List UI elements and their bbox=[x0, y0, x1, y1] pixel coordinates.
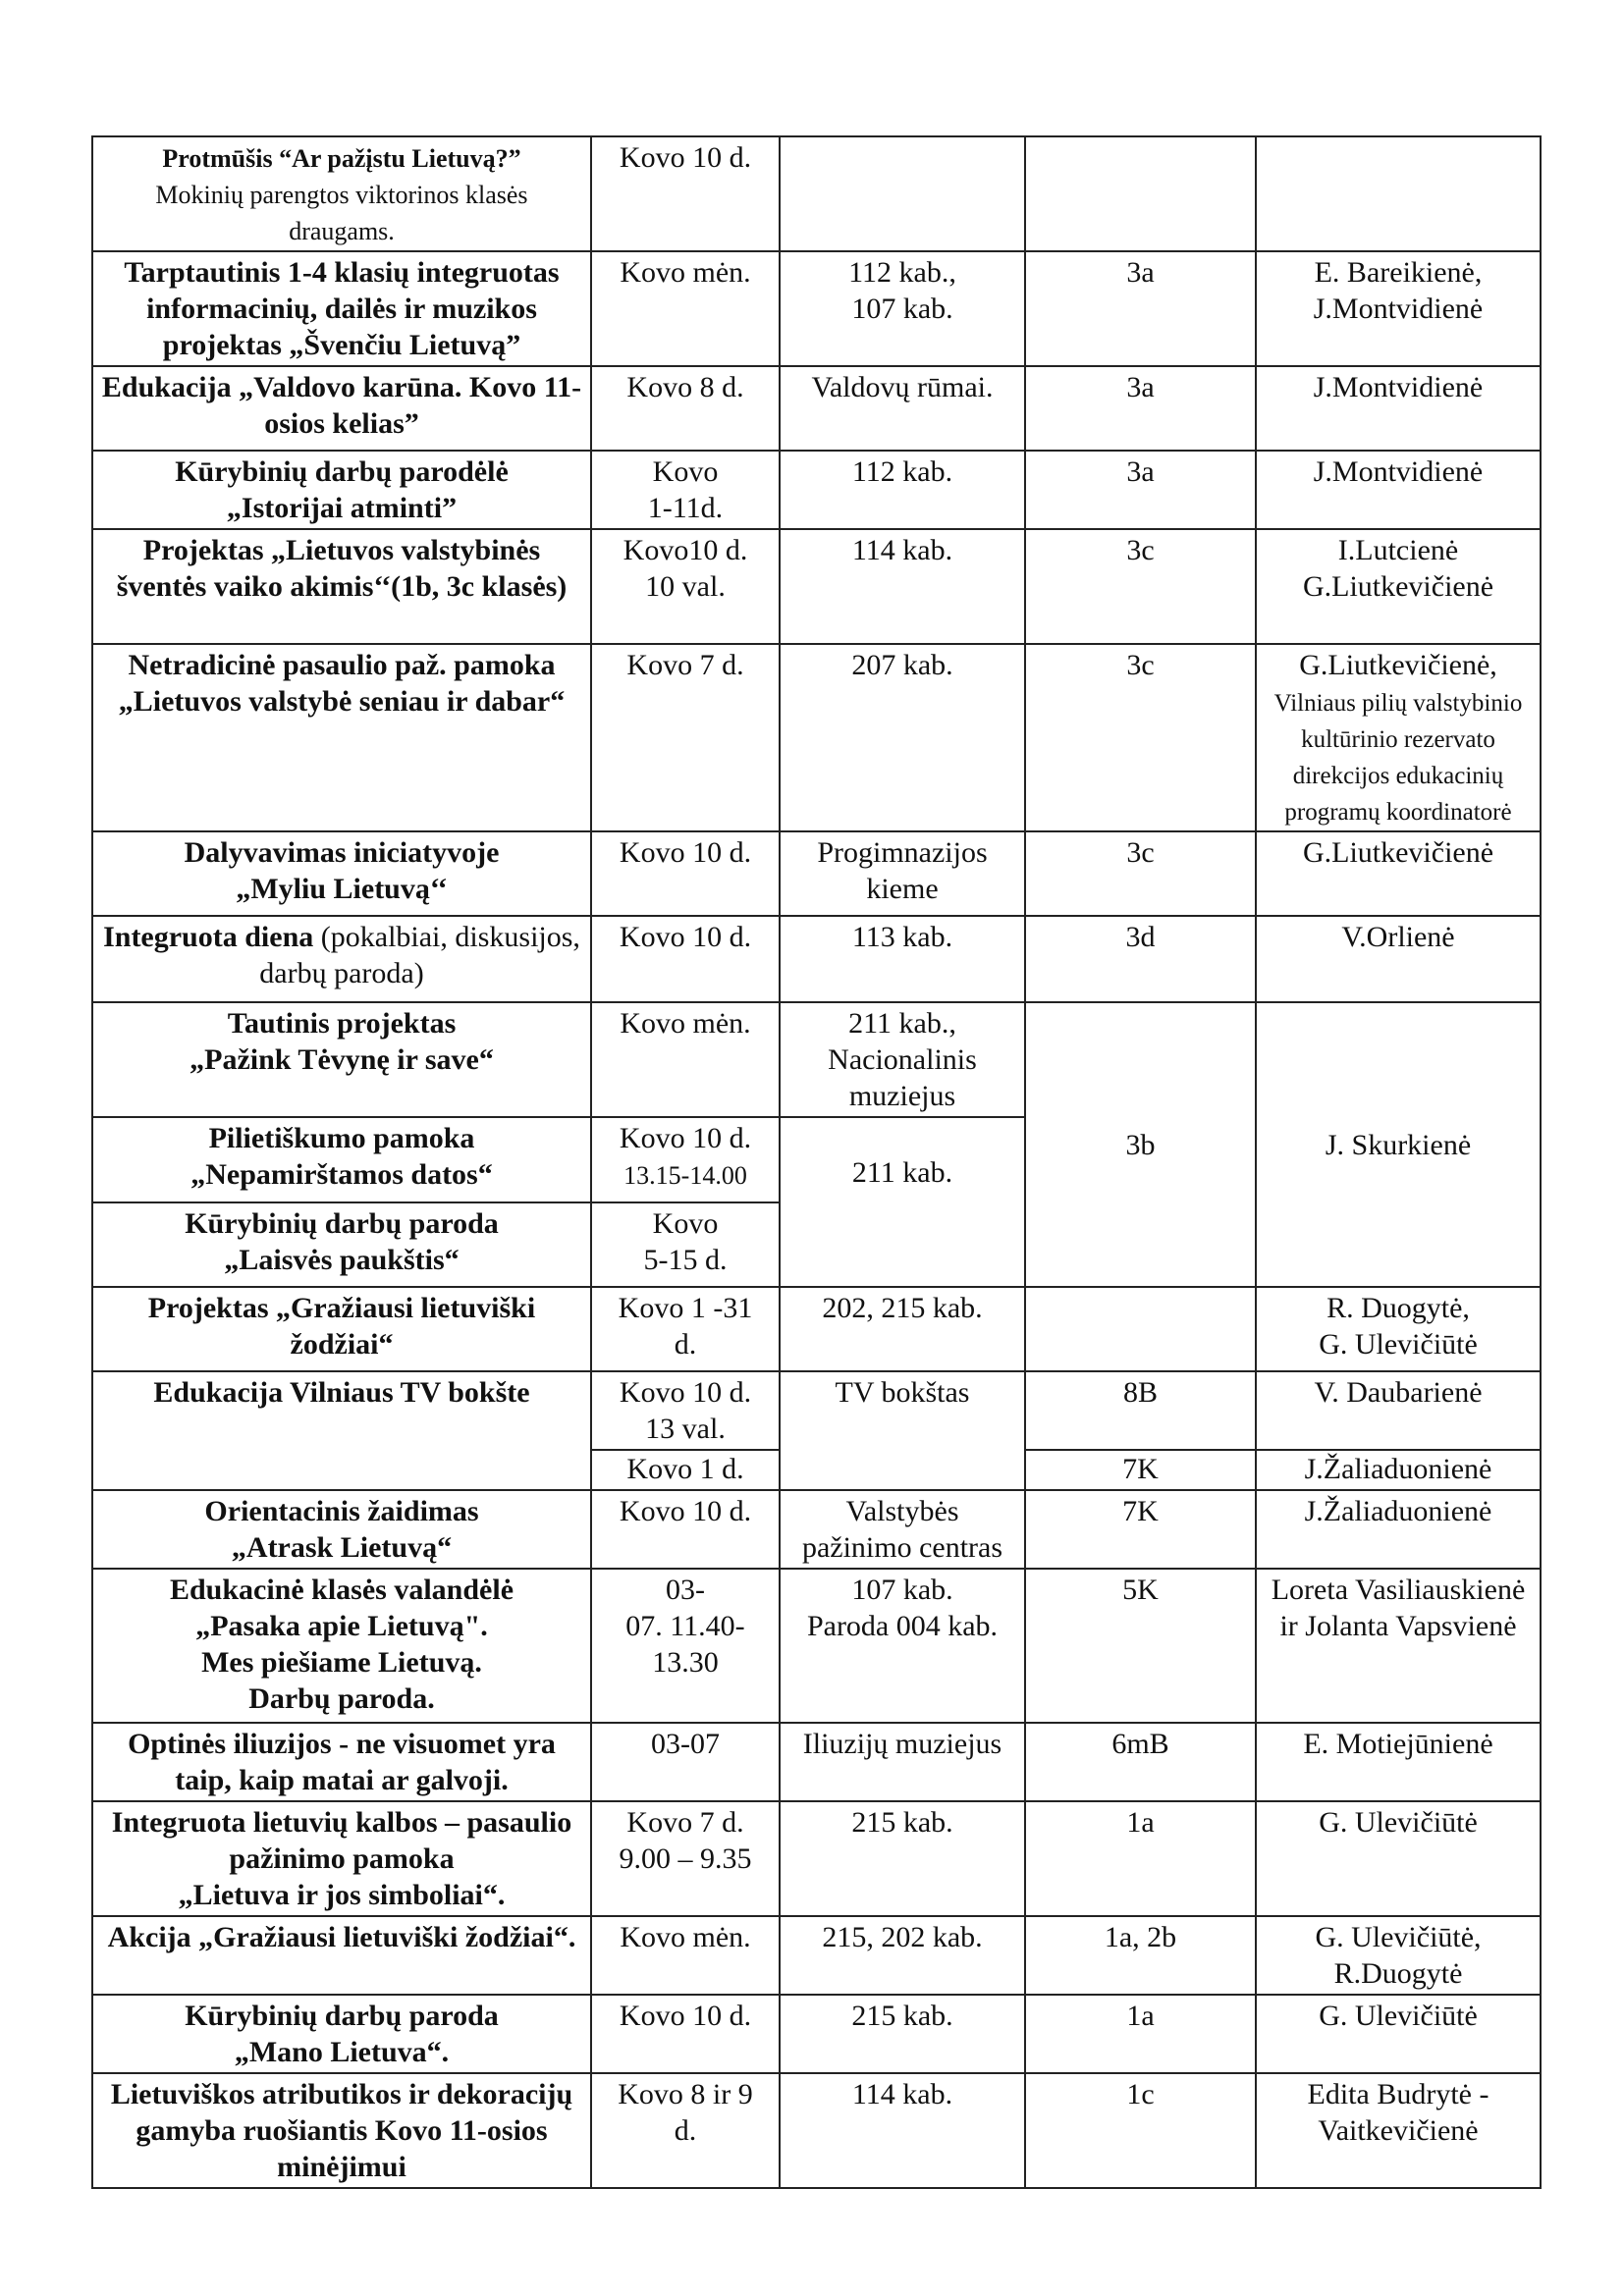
event-cell: Tarptautinis 1-4 klasių integruotas informacinių, dailės ir muzikos projektas „Švenčiu Lietuvą” bbox=[92, 251, 591, 366]
event-note: Mokinių parengtos viktorinos klasės draugams. bbox=[155, 181, 528, 245]
date-cell: Kovo 1 -31 d. bbox=[591, 1287, 780, 1371]
date-cell: Kovo 1 d. bbox=[591, 1450, 780, 1490]
place-cell: 112 kab. bbox=[780, 451, 1025, 529]
table-row bbox=[92, 2073, 1541, 2188]
date-cell: Kovo 10 d. bbox=[591, 1995, 780, 2073]
responsible-cell: V.Orlienė bbox=[1256, 916, 1541, 1002]
date-cell: Kovo 7 d. 9.00 – 9.35 bbox=[591, 1801, 780, 1916]
place-cell: Iliuzijų muziejus bbox=[780, 1723, 1025, 1801]
table-row bbox=[92, 1569, 1541, 1723]
responsible-cell: R. Duogytė, G. Ulevičiūtė bbox=[1256, 1287, 1541, 1371]
responsible-cell: G. Ulevičiūtė bbox=[1256, 1801, 1541, 1916]
place-text: 211 kab. bbox=[851, 1156, 953, 1189]
responsible-cell: J.Žaliaduonienė bbox=[1256, 1450, 1541, 1490]
event-cell: Netradicinė pasaulio paž. pamoka „Lietuvos valstybė seniau ir dabar“ bbox=[92, 644, 591, 831]
table-row bbox=[92, 1995, 1541, 2073]
table-row bbox=[92, 251, 1541, 366]
place-cell: 215 kab. bbox=[780, 1801, 1025, 1916]
event-cell: Projektas „Gražiausi lietuviški žodžiai“ bbox=[92, 1287, 591, 1371]
event-cell: Kūrybinių darbų parodėlė „Istorijai atminti” bbox=[92, 451, 591, 529]
table-row bbox=[92, 1371, 1541, 1450]
date-time: 13.15-14.00 bbox=[623, 1161, 747, 1190]
event-cell: Tautinis projektas „Pažink Tėvynę ir save“ bbox=[92, 1002, 591, 1117]
responsible-cell: I.Lutcienė G.Liutkevičienė bbox=[1256, 529, 1541, 644]
table-row bbox=[92, 366, 1541, 451]
class-cell: 1a bbox=[1025, 1995, 1256, 2073]
class-cell: 1a bbox=[1025, 1801, 1256, 1916]
date-cell: Kovo 10 d. bbox=[591, 1490, 780, 1569]
table-row bbox=[92, 1287, 1541, 1371]
event-cell: Pilietiškumo pamoka „Nepamirštamos datos“ bbox=[92, 1117, 591, 1202]
responsible-cell: Edita Budrytė - Vaitkevičienė bbox=[1256, 2073, 1541, 2188]
date-cell: Kovo 10 d. bbox=[591, 916, 780, 1002]
class-cell: 1c bbox=[1025, 2073, 1256, 2188]
date-cell: Kovo 8 d. bbox=[591, 366, 780, 451]
place-cell: 211 kab., Nacionalinis muziejus bbox=[780, 1002, 1025, 1117]
date-cell: Kovo 7 d. bbox=[591, 644, 780, 831]
date-cell: Kovo 1-11d. bbox=[591, 451, 780, 529]
date-cell bbox=[591, 1117, 780, 1202]
event-cell bbox=[92, 916, 591, 1002]
date-cell: Kovo 8 ir 9 d. bbox=[591, 2073, 780, 2188]
place-cell: 215 kab. bbox=[780, 1995, 1025, 2073]
event-cell: Optinės iliuzijos - ne visuomet yra taip, kaip matai ar galvoji. bbox=[92, 1723, 591, 1801]
place-cell: TV bokštas bbox=[780, 1371, 1025, 1490]
responsible-cell: J.Montvidienė bbox=[1256, 366, 1541, 451]
responsible-cell: Loreta Vasiliauskienė ir Jolanta Vapsvienė bbox=[1256, 1569, 1541, 1723]
class-cell: 3b bbox=[1025, 1002, 1256, 1287]
class-cell: 6mB bbox=[1025, 1723, 1256, 1801]
responsible-cell: J. Skurkienė bbox=[1256, 1002, 1541, 1287]
responsible-cell bbox=[1256, 644, 1541, 831]
place-cell: 113 kab. bbox=[780, 916, 1025, 1002]
date-cell: Kovo 10 d. bbox=[591, 831, 780, 916]
event-title: Protmūšis “Ar pažįstu Lietuvą?” bbox=[162, 144, 521, 173]
event-cell: Kūrybinių darbų paroda „Laisvės paukštis“ bbox=[92, 1202, 591, 1287]
event-cell: Integruota lietuvių kalbos – pasaulio pažinimo pamoka „Lietuva ir jos simboliai“. bbox=[92, 1801, 591, 1916]
table-row bbox=[92, 1723, 1541, 1801]
table-row bbox=[92, 529, 1541, 644]
table-row bbox=[92, 1916, 1541, 1995]
class-cell bbox=[1025, 136, 1256, 251]
place-cell: 114 kab. bbox=[780, 2073, 1025, 2188]
class-cell: 3a bbox=[1025, 251, 1256, 366]
class-cell: 5K bbox=[1025, 1569, 1256, 1723]
class-cell: 3c bbox=[1025, 529, 1256, 644]
event-note: (pokalbiai, diskusijos, darbų paroda) bbox=[259, 921, 580, 989]
class-cell: 3a bbox=[1025, 451, 1256, 529]
date-main: Kovo 10 d. bbox=[619, 1122, 752, 1154]
date-cell: Kovo 10 d. 13 val. bbox=[591, 1371, 780, 1450]
table-row bbox=[92, 1490, 1541, 1569]
events-table bbox=[91, 135, 1542, 2189]
class-cell: 7K bbox=[1025, 1450, 1256, 1490]
class-cell: 3a bbox=[1025, 366, 1256, 451]
class-cell: 3d bbox=[1025, 916, 1256, 1002]
place-cell: 202, 215 kab. bbox=[780, 1287, 1025, 1371]
responsible-note: Vilniaus pilių valstybinio kultūrinio rezervato direkcijos edukacinių programų koordinatorė bbox=[1273, 690, 1523, 826]
place-cell: 114 kab. bbox=[780, 529, 1025, 644]
place-cell: 112 kab., 107 kab. bbox=[780, 251, 1025, 366]
event-cell: Orientacinis žaidimas „Atrask Lietuvą“ bbox=[92, 1490, 591, 1569]
event-cell: Lietuviškos atributikos ir dekoracijų gamyba ruošiantis Kovo 11-osios minėjimui bbox=[92, 2073, 591, 2188]
class-cell: 3c bbox=[1025, 644, 1256, 831]
date-cell: Kovo 5-15 d. bbox=[591, 1202, 780, 1287]
event-cell: Akcija „Gražiausi lietuviški žodžiai“. bbox=[92, 1916, 591, 1995]
place-cell: Valdovų rūmai. bbox=[780, 366, 1025, 451]
class-cell: 3c bbox=[1025, 831, 1256, 916]
table-row bbox=[92, 916, 1541, 1002]
place-cell: Progimnazijos kieme bbox=[780, 831, 1025, 916]
class-cell: 1a, 2b bbox=[1025, 1916, 1256, 1995]
responsible-cell bbox=[1256, 136, 1541, 251]
event-title: Integruota diena bbox=[103, 921, 314, 953]
event-cell: Kūrybinių darbų paroda „Mano Lietuva“. bbox=[92, 1995, 591, 2073]
responsible-name: G.Liutkevičienė, bbox=[1299, 649, 1497, 681]
responsible-cell: J.Montvidienė bbox=[1256, 451, 1541, 529]
date-cell: Kovo mėn. bbox=[591, 1916, 780, 1995]
date-cell: Kovo mėn. bbox=[591, 251, 780, 366]
table-row bbox=[92, 1002, 1541, 1117]
place-cell bbox=[780, 1117, 1025, 1287]
class-cell bbox=[1025, 1287, 1256, 1371]
event-cell: Dalyvavimas iniciatyvoje „Myliu Lietuvą‘‘ bbox=[92, 831, 591, 916]
responsible-cell: G. Ulevičiūtė bbox=[1256, 1995, 1541, 2073]
table-row bbox=[92, 644, 1541, 831]
event-cell: Edukacija Vilniaus TV bokšte bbox=[92, 1371, 591, 1490]
place-cell: 207 kab. bbox=[780, 644, 1025, 831]
event-cell bbox=[92, 136, 591, 251]
class-cell: 8B bbox=[1025, 1371, 1256, 1450]
date-cell: 03-07 bbox=[591, 1723, 780, 1801]
table-row bbox=[92, 136, 1541, 251]
date-cell: 03- 07. 11.40- 13.30 bbox=[591, 1569, 780, 1723]
event-cell: Edukacinė klasės valandėlė „Pasaka apie Lietuvą". Mes piešiame Lietuvą. Darbų paroda. bbox=[92, 1569, 591, 1723]
responsible-cell: J.Žaliaduonienė bbox=[1256, 1490, 1541, 1569]
table-row bbox=[92, 1801, 1541, 1916]
responsible-cell: V. Daubarienė bbox=[1256, 1371, 1541, 1450]
place-cell bbox=[780, 136, 1025, 251]
place-cell: 107 kab. Paroda 004 kab. bbox=[780, 1569, 1025, 1723]
responsible-cell: G. Ulevičiūtė, R.Duogytė bbox=[1256, 1916, 1541, 1995]
event-cell: Edukacija „Valdovo karūna. Kovo 11-osios kelias” bbox=[92, 366, 591, 451]
table-row bbox=[92, 831, 1541, 916]
place-cell: 215, 202 kab. bbox=[780, 1916, 1025, 1995]
event-cell: Projektas „Lietuvos valstybinės šventės vaiko akimis‘‘(1b, 3c klasės) bbox=[92, 529, 591, 644]
table-row bbox=[92, 451, 1541, 529]
place-cell: Valstybės pažinimo centras bbox=[780, 1490, 1025, 1569]
class-cell: 7K bbox=[1025, 1490, 1256, 1569]
date-cell: Kovo 10 d. bbox=[591, 136, 780, 251]
responsible-cell: E. Motiejūnienė bbox=[1256, 1723, 1541, 1801]
responsible-cell: G.Liutkevičienė bbox=[1256, 831, 1541, 916]
responsible-cell: E. Bareikienė, J.Montvidienė bbox=[1256, 251, 1541, 366]
date-cell: Kovo mėn. bbox=[591, 1002, 780, 1117]
date-cell: Kovo10 d. 10 val. bbox=[591, 529, 780, 644]
